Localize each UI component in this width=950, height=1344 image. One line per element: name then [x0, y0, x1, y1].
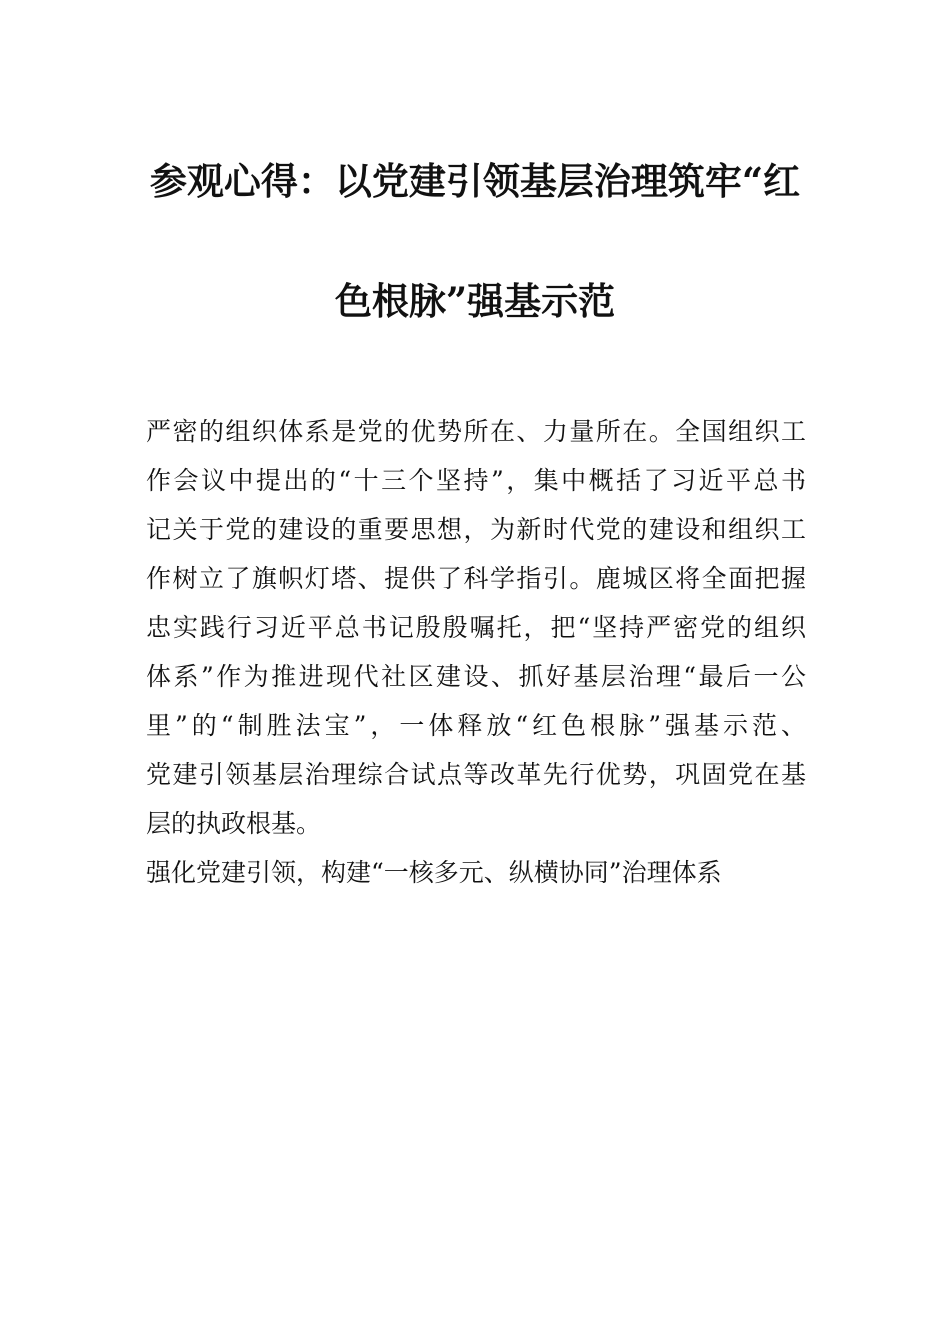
paragraph-line-9: 层的执政根基。: [146, 809, 322, 838]
paragraph-line-1: 严密的组织体系是党的优势所在、力量所在。全国组织工: [146, 417, 806, 446]
document-title-line-2: 色根脉”强基示范: [334, 279, 616, 323]
paragraph-line-5: 忠实践行习近平总书记殷殷嘱托，把“坚持严密党的组织: [146, 613, 806, 642]
paragraph-line-8: 党建引领基层治理综合试点等改革先行优势，巩固党在基: [146, 760, 806, 789]
paragraph-line-6: 体系”作为推进现代社区建设、抓好基层治理“最后一公: [146, 662, 806, 691]
section-heading: 强化党建引领，构建“一核多元、纵横协同”治理体系: [146, 858, 722, 887]
document-title-line-1: 参观心得：以党建引领基层治理筑牢“红: [149, 159, 801, 203]
paragraph-line-3: 记关于党的建设的重要思想，为新时代党的建设和组织工: [146, 515, 806, 544]
paragraph-line-4: 作树立了旗帜灯塔、提供了科学指引。鹿城区将全面把握: [146, 564, 806, 593]
paragraph-line-2: 作会议中提出的“十三个坚持”，集中概括了习近平总书: [146, 466, 806, 495]
paragraph-line-7: 里”的“制胜法宝”，一体释放“红色根脉”强基示范、: [146, 711, 806, 740]
